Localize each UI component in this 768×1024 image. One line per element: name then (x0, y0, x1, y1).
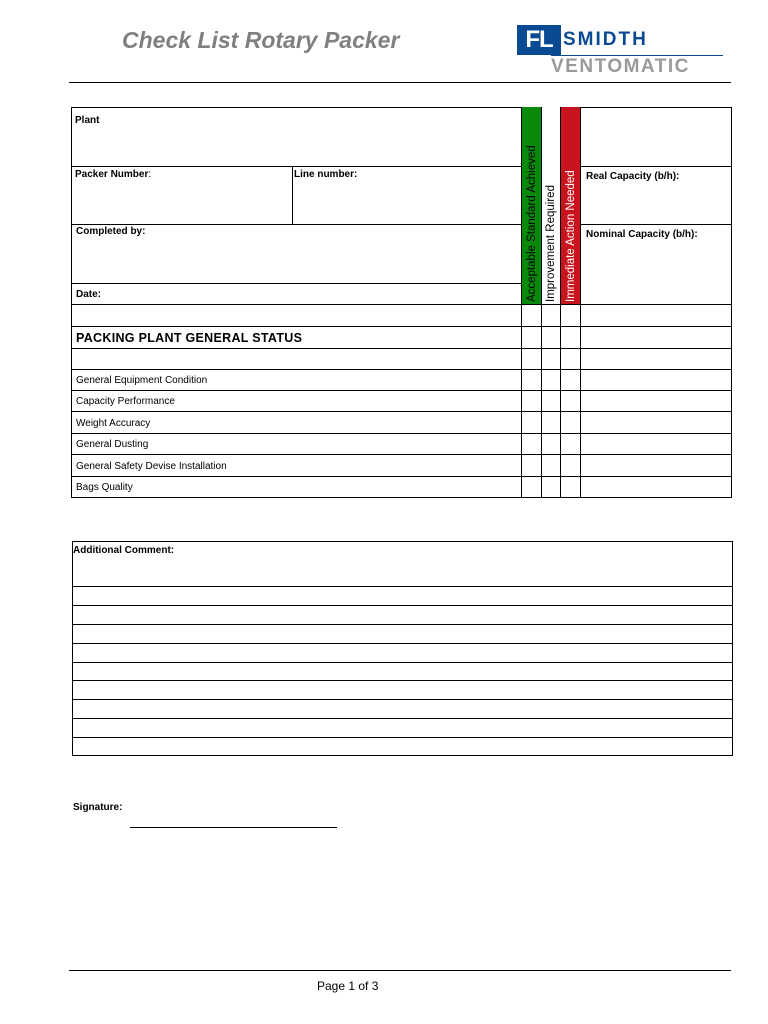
packer-number-colon: : (148, 169, 152, 180)
grid-line (71, 348, 732, 349)
signature-label: Signature: (73, 802, 123, 813)
checklist-item: General Equipment Condition (76, 375, 208, 386)
status-column-acceptable (521, 107, 542, 304)
packer-number-text: Packer Number (75, 169, 149, 180)
line-number-label: Line number: (294, 169, 358, 180)
form-divider (292, 166, 293, 224)
grid-line (71, 433, 732, 434)
checklist-item: Capacity Performance (76, 396, 175, 407)
status-acceptable-label: Acceptable Standard Achieved (525, 145, 538, 302)
comment-line (72, 624, 733, 625)
form-divider (581, 166, 732, 167)
company-logo (515, 22, 730, 78)
checklist-item: General Dusting (76, 439, 149, 450)
grid-column-line (541, 304, 542, 497)
logo-smidth-text: SMIDTH (563, 29, 648, 50)
grid-column-line (580, 304, 581, 497)
signature-line[interactable] (130, 827, 337, 828)
comments-box[interactable] (72, 541, 733, 756)
grid-line (71, 411, 732, 412)
checklist-item: Bags Quality (76, 482, 133, 493)
grid-line (71, 326, 732, 327)
comment-line (72, 680, 733, 681)
grid-line (71, 476, 732, 477)
packer-number-label (75, 169, 151, 180)
comment-line (72, 718, 733, 719)
comment-line (72, 643, 733, 644)
completed-by-label: Completed by: (76, 226, 146, 237)
grid-line (71, 390, 732, 391)
grid-column-line (560, 304, 561, 497)
header-rule (69, 82, 731, 83)
footer-rule (69, 970, 731, 971)
section-title: PACKING PLANT GENERAL STATUS (76, 331, 303, 345)
document-title: Check List Rotary Packer (122, 27, 400, 53)
comment-line (72, 586, 733, 587)
comment-line (72, 662, 733, 663)
logo-fl-mark: FL (517, 25, 561, 55)
status-immediate-label: Immediate Action Needed (564, 170, 577, 302)
form-divider (71, 224, 521, 225)
comments-label: Additional Comment: (73, 545, 175, 556)
grid-line (71, 454, 732, 455)
date-label: Date: (76, 289, 102, 300)
grid-line (71, 369, 732, 370)
comment-line (72, 605, 733, 606)
form-divider (71, 166, 521, 167)
status-improvement-label: Improvement Required (545, 185, 557, 302)
checklist-item: General Safety Devise Installation (76, 461, 227, 472)
nominal-capacity-label: Nominal Capacity (b/h): (586, 229, 698, 240)
status-column-improvement (541, 107, 561, 304)
status-column-immediate (560, 107, 581, 304)
checklist-item: Weight Accuracy (76, 418, 151, 429)
grid-line (71, 304, 732, 305)
grid-column-line (521, 304, 522, 497)
real-capacity-label: Real Capacity (b/h): (586, 171, 680, 182)
comment-line (72, 737, 733, 738)
logo-ventomatic-text: VENTOMATIC (551, 56, 690, 77)
page-number: Page 1 of 3 (317, 979, 379, 993)
plant-label: Plant (75, 115, 100, 126)
comment-line (72, 699, 733, 700)
form-divider (581, 224, 732, 225)
form-divider (71, 283, 521, 284)
